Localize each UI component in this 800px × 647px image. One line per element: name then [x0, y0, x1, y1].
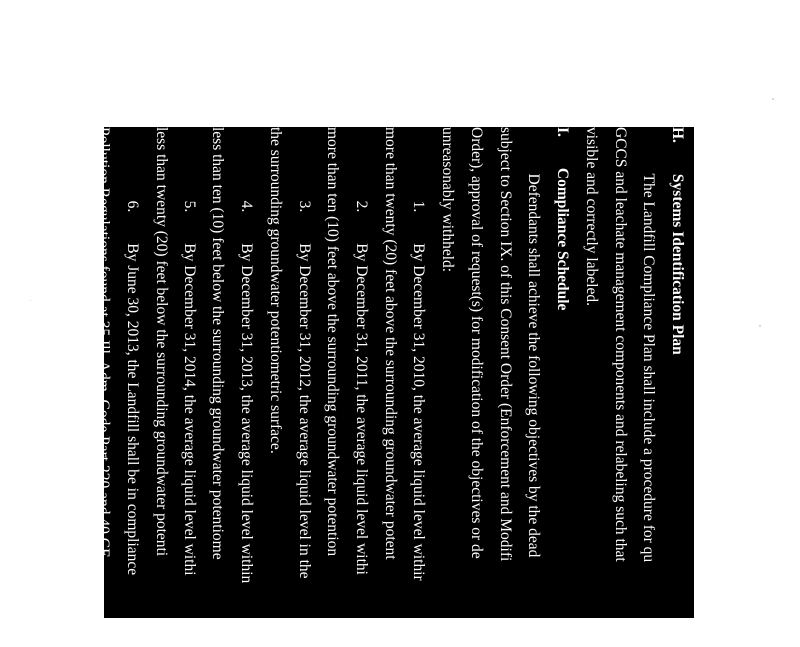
section-i-paragraph-line-2: subject to Section IX. of this Consent Order (Enforcement and Modifi	[497, 127, 514, 562]
item-4-line-1: 4. By December 31, 2013, the average liquid level within	[238, 127, 255, 584]
section-i-paragraph-line-4: unreasonably withheld:	[439, 127, 456, 273]
section-h-paragraph-line-2: GCCS and leachate management components and relabeling such that	[612, 127, 629, 562]
item-1-line-2: more than twenty (20) feet above the surrounding groundwater potent	[382, 127, 399, 560]
scanned-document-page	[95, 127, 694, 618]
item-6-line-2: Pollution Regulations found at 35 Ill. Adm. Code Part 220 and 40 CF	[95, 127, 112, 557]
item-2-line-2: more than ten (10) feet above the surrounding groundwater potention	[324, 127, 341, 557]
section-i-paragraph-line-3: Order), approval of request(s) for modification of the objectives or de	[468, 127, 485, 559]
item-2-line-1: 2. By December 31, 2011, the average liquid level withi	[353, 127, 370, 575]
item-4-line-2: less than ten (10) feet below the surrounding groundwater potentiome	[209, 127, 226, 560]
item-5-line-2: less than twenty (20) feet below the surrounding groundwater potenti	[153, 127, 170, 557]
section-i-heading: I. Compliance Schedule	[554, 127, 571, 311]
scan-speck	[30, 300, 31, 301]
item-3-line-2: the surrounding groundwater potentiometric surface.	[267, 127, 284, 454]
section-h-heading: H. Systems Identification Plan	[669, 127, 686, 355]
item-3-line-1: 3. By December 31, 2012, the average liquid level in the	[296, 127, 313, 579]
scan-speck	[772, 98, 774, 100]
rotated-text-block	[95, 127, 694, 647]
section-h-paragraph-line-1: The Landfill Compliance Plan shall include a procedure for qu	[640, 127, 657, 563]
section-i-paragraph-line-1: Defendants shall achieve the following objectives by the dead	[525, 127, 542, 558]
section-h-paragraph-line-3: visible and correctly labeled.	[583, 127, 600, 307]
item-5-line-1: 5. By December 31, 2014, the average liquid level withi	[181, 127, 198, 576]
scan-speck	[759, 325, 761, 327]
item-6-line-1: 6. By June 30, 2013, the Landfill shall be in compliance	[124, 127, 141, 576]
item-1-line-1: 1. By December 31, 2010, the average liquid level withir	[410, 127, 427, 581]
